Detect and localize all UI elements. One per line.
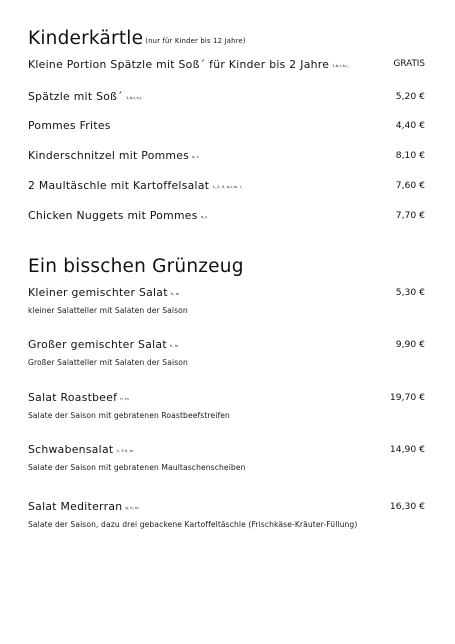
item-description: Salate der Saison mit gebratenen Roastbeefstreifen [28,411,230,420]
item-price: 8,10 € [395,150,425,161]
allergen-code: h, m [169,343,179,348]
item-name: Schwabensalat [28,443,114,456]
allergen-code: 1,b,c,h,i, [125,95,143,100]
allergen-code: g, h, m [125,505,139,510]
item-description: Salate der Saison, dazu drei gebackene Kartoffeltäschle (Frischkäse-Kräuter-Füllung) [28,520,358,529]
item-price: 7,60 € [395,180,425,191]
menu-item [28,443,425,456]
menu-item [28,286,425,299]
menu-item [28,500,425,513]
item-price: 4,40 € [395,120,425,131]
menu-item [28,391,425,404]
section-title-kinder [28,28,246,49]
menu-item [28,149,425,162]
item-name: Salat Roastbeef [28,391,118,404]
menu-item [28,58,425,71]
item-name: Pommes Frites [28,119,111,132]
item-description: Großer Salatteller mit Salaten der Saison [28,358,188,367]
item-price: 7,70 € [395,210,425,221]
menu-item [28,209,425,222]
item-name: Großer gemischter Salat [28,338,167,351]
section-title-text: Kinderkärtle [28,28,144,49]
menu-item [28,90,425,103]
menu-item [28,338,425,351]
menu-item [28,119,425,132]
item-price: 19,70 € [389,392,425,403]
allergen-code: h, m [170,291,180,296]
item-price: 5,20 € [395,91,425,102]
allergen-code: 1,b,c,h,i, [332,63,349,68]
item-name: Kleiner gemischter Salat [28,286,168,299]
item-price: 16,30 € [389,501,425,512]
item-description: Salate der Saison mit gebratenen Maultaschenscheiben [28,463,246,472]
allergen-code: 1, 2, 5, a,c,m, i, [212,184,243,189]
allergen-code: a,,c [200,214,208,219]
allergen-code: a, c [192,154,199,159]
item-price: GRATIS [393,59,425,69]
section-title-text: Ein bisschen Grünzeug [28,256,244,277]
item-name: Kinderschnitzel mit Pommes [28,149,190,162]
item-name: Chicken Nuggets mit Pommes [28,209,198,222]
section-note: (nur für Kinder bis 12 Jahre) [145,37,246,45]
item-price: 5,30 € [395,287,425,298]
section-title-gruen [28,256,244,277]
item-name: Kleine Portion Spätzle mit Soß´ für Kinder bis 2 Jahre [28,58,330,71]
item-description: kleiner Salatteller mit Salaten der Saison [28,306,188,315]
item-name: Salat Mediterran [28,500,123,513]
allergen-code: 2, 5 h, m [116,448,134,453]
item-name: Spätzle mit Soß´ [28,90,123,103]
menu-item [28,179,425,192]
item-price: 9,90 € [395,339,425,350]
item-name: 2 Maultäschle mit Kartoffelsalat [28,179,210,192]
item-price: 14,90 € [389,444,425,455]
allergen-code: h, m [120,396,129,401]
